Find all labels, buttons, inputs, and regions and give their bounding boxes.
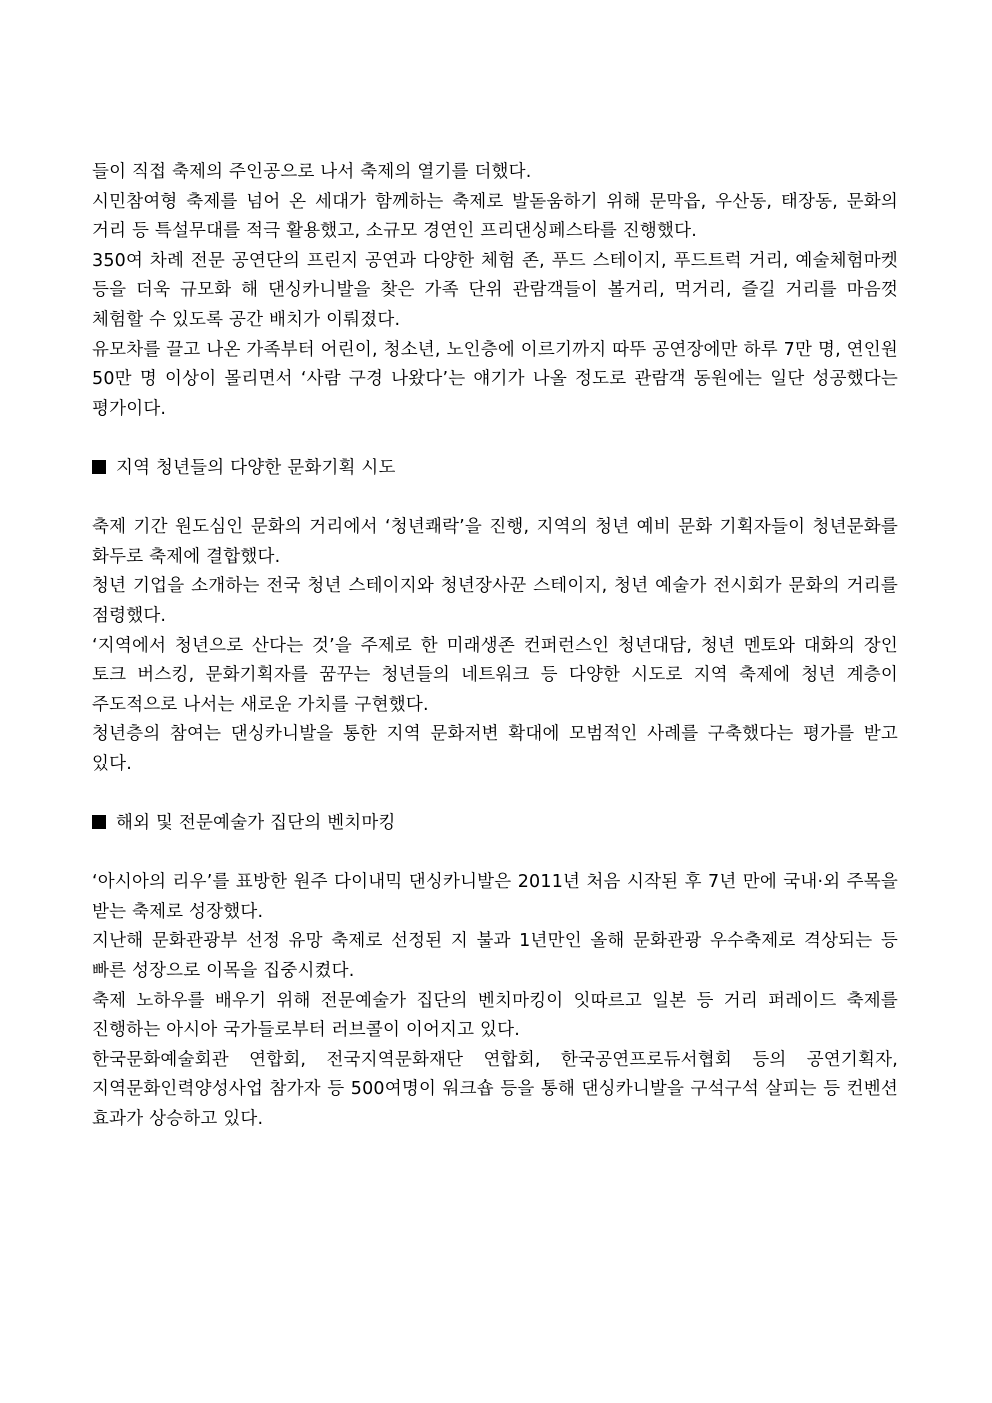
section-heading-benchmarking (92, 809, 898, 839)
paragraph: 축제 기간 원도심인 문화의 거리에서 ‘청년쾌락’을 진행, 지역의 청년 예비 문화 기획자들이 청년문화를 화두로 축제에 결합했다. (92, 517, 898, 567)
section-heading-text: 해외 및 전문예술가 집단의 벤치마킹 (116, 813, 396, 834)
paragraph: 350여 차례 전문 공연단의 프린지 공연과 다양한 체험 존, 푸드 스테이지, 푸드트럭 거리, 예술체험마켓 등을 더욱 규모화 해 댄싱카니발을 찾은 가족 단위 관람객들이 볼거리, 먹거리, 즐길 거리를 마음껏 체험할 수 있도록 공간 배치가 이뤄졌다. (92, 250, 898, 330)
square-bullet-icon (92, 815, 106, 829)
paragraph: 시민참여형 축제를 넘어 온 세대가 함께하는 축제로 발돋움하기 위해 문막읍, 우산동, 태장동, 문화의 거리 등 특설무대를 적극 활용했고, 소규모 경연인 프리댄싱페스타를 진행했다. (92, 191, 898, 242)
spacer (92, 484, 898, 514)
square-bullet-icon (92, 460, 106, 474)
section-heading-text: 지역 청년들의 다양한 문화기획 시도 (116, 457, 396, 478)
spacer (92, 424, 898, 454)
section-heading-youth (92, 454, 898, 484)
paragraph: 지난해 문화관광부 선정 유망 축제로 선정된 지 불과 1년만인 올해 문화관광 우수축제로 격상되는 등 빠른 성장으로 이목을 집중시켰다. (92, 931, 898, 982)
document-page (92, 158, 898, 1135)
paragraph: 청년층의 참여는 댄싱카니발을 통한 지역 문화저변 확대에 모범적인 사례를 구축했다는 평가를 받고 있다. (92, 724, 898, 774)
spacer (92, 839, 898, 869)
paragraph: 청년 기업을 소개하는 전국 청년 스테이지와 청년장사꾼 스테이지, 청년 예술가 전시회가 문화의 거리를 점령했다. (92, 576, 898, 626)
paragraph: 한국문화예술회관 연합회, 전국지역문화재단 연합회, 한국공연프로듀서협회 등의 공연기획자, 지역문화인력양성사업 참가자 등 500여명이 워크숍 등을 통해 댄싱카니발을 구석구석 살피는 등 컨벤션 효과가 상승하고 있다. (92, 1049, 898, 1129)
paragraph: 들이 직접 축제의 주인공으로 나서 축제의 열기를 더했다. (92, 162, 532, 182)
paragraph: ‘지역에서 청년으로 산다는 것’을 주제로 한 미래생존 컨퍼런스인 청년대담, 청년 멘토와 대화의 장인 토크 버스킹, 문화기획자를 꿈꾸는 청년들의 네트워크 등 다양한 시도로 지역 축제에 청년 계층이 주도적으로 나서는 새로운 가치를 구현했다. (92, 635, 898, 715)
paragraph: 축제 노하우를 배우기 위해 전문예술가 집단의 벤치마킹이 잇따르고 일본 등 거리 퍼레이드 축제를 진행하는 아시아 국가들로부터 러브콜이 이어지고 있다. (92, 990, 898, 1041)
paragraph: 유모차를 끌고 나온 가족부터 어린이, 청소년, 노인층에 이르기까지 따뚜 공연장에만 하루 7만 명, 연인원 50만 명 이상이 몰리면서 ‘사람 구경 나왔다’는 얘기가 나올 정도로 관람객 동원에는 일단 성공했다는 평가이다. (92, 339, 898, 419)
spacer (92, 779, 898, 809)
paragraph: ‘아시아의 리우’를 표방한 원주 다이내믹 댄싱카니발은 2011년 처음 시작된 후 7년 만에 국내·외 주목을 받는 축제로 성장했다. (92, 872, 898, 922)
